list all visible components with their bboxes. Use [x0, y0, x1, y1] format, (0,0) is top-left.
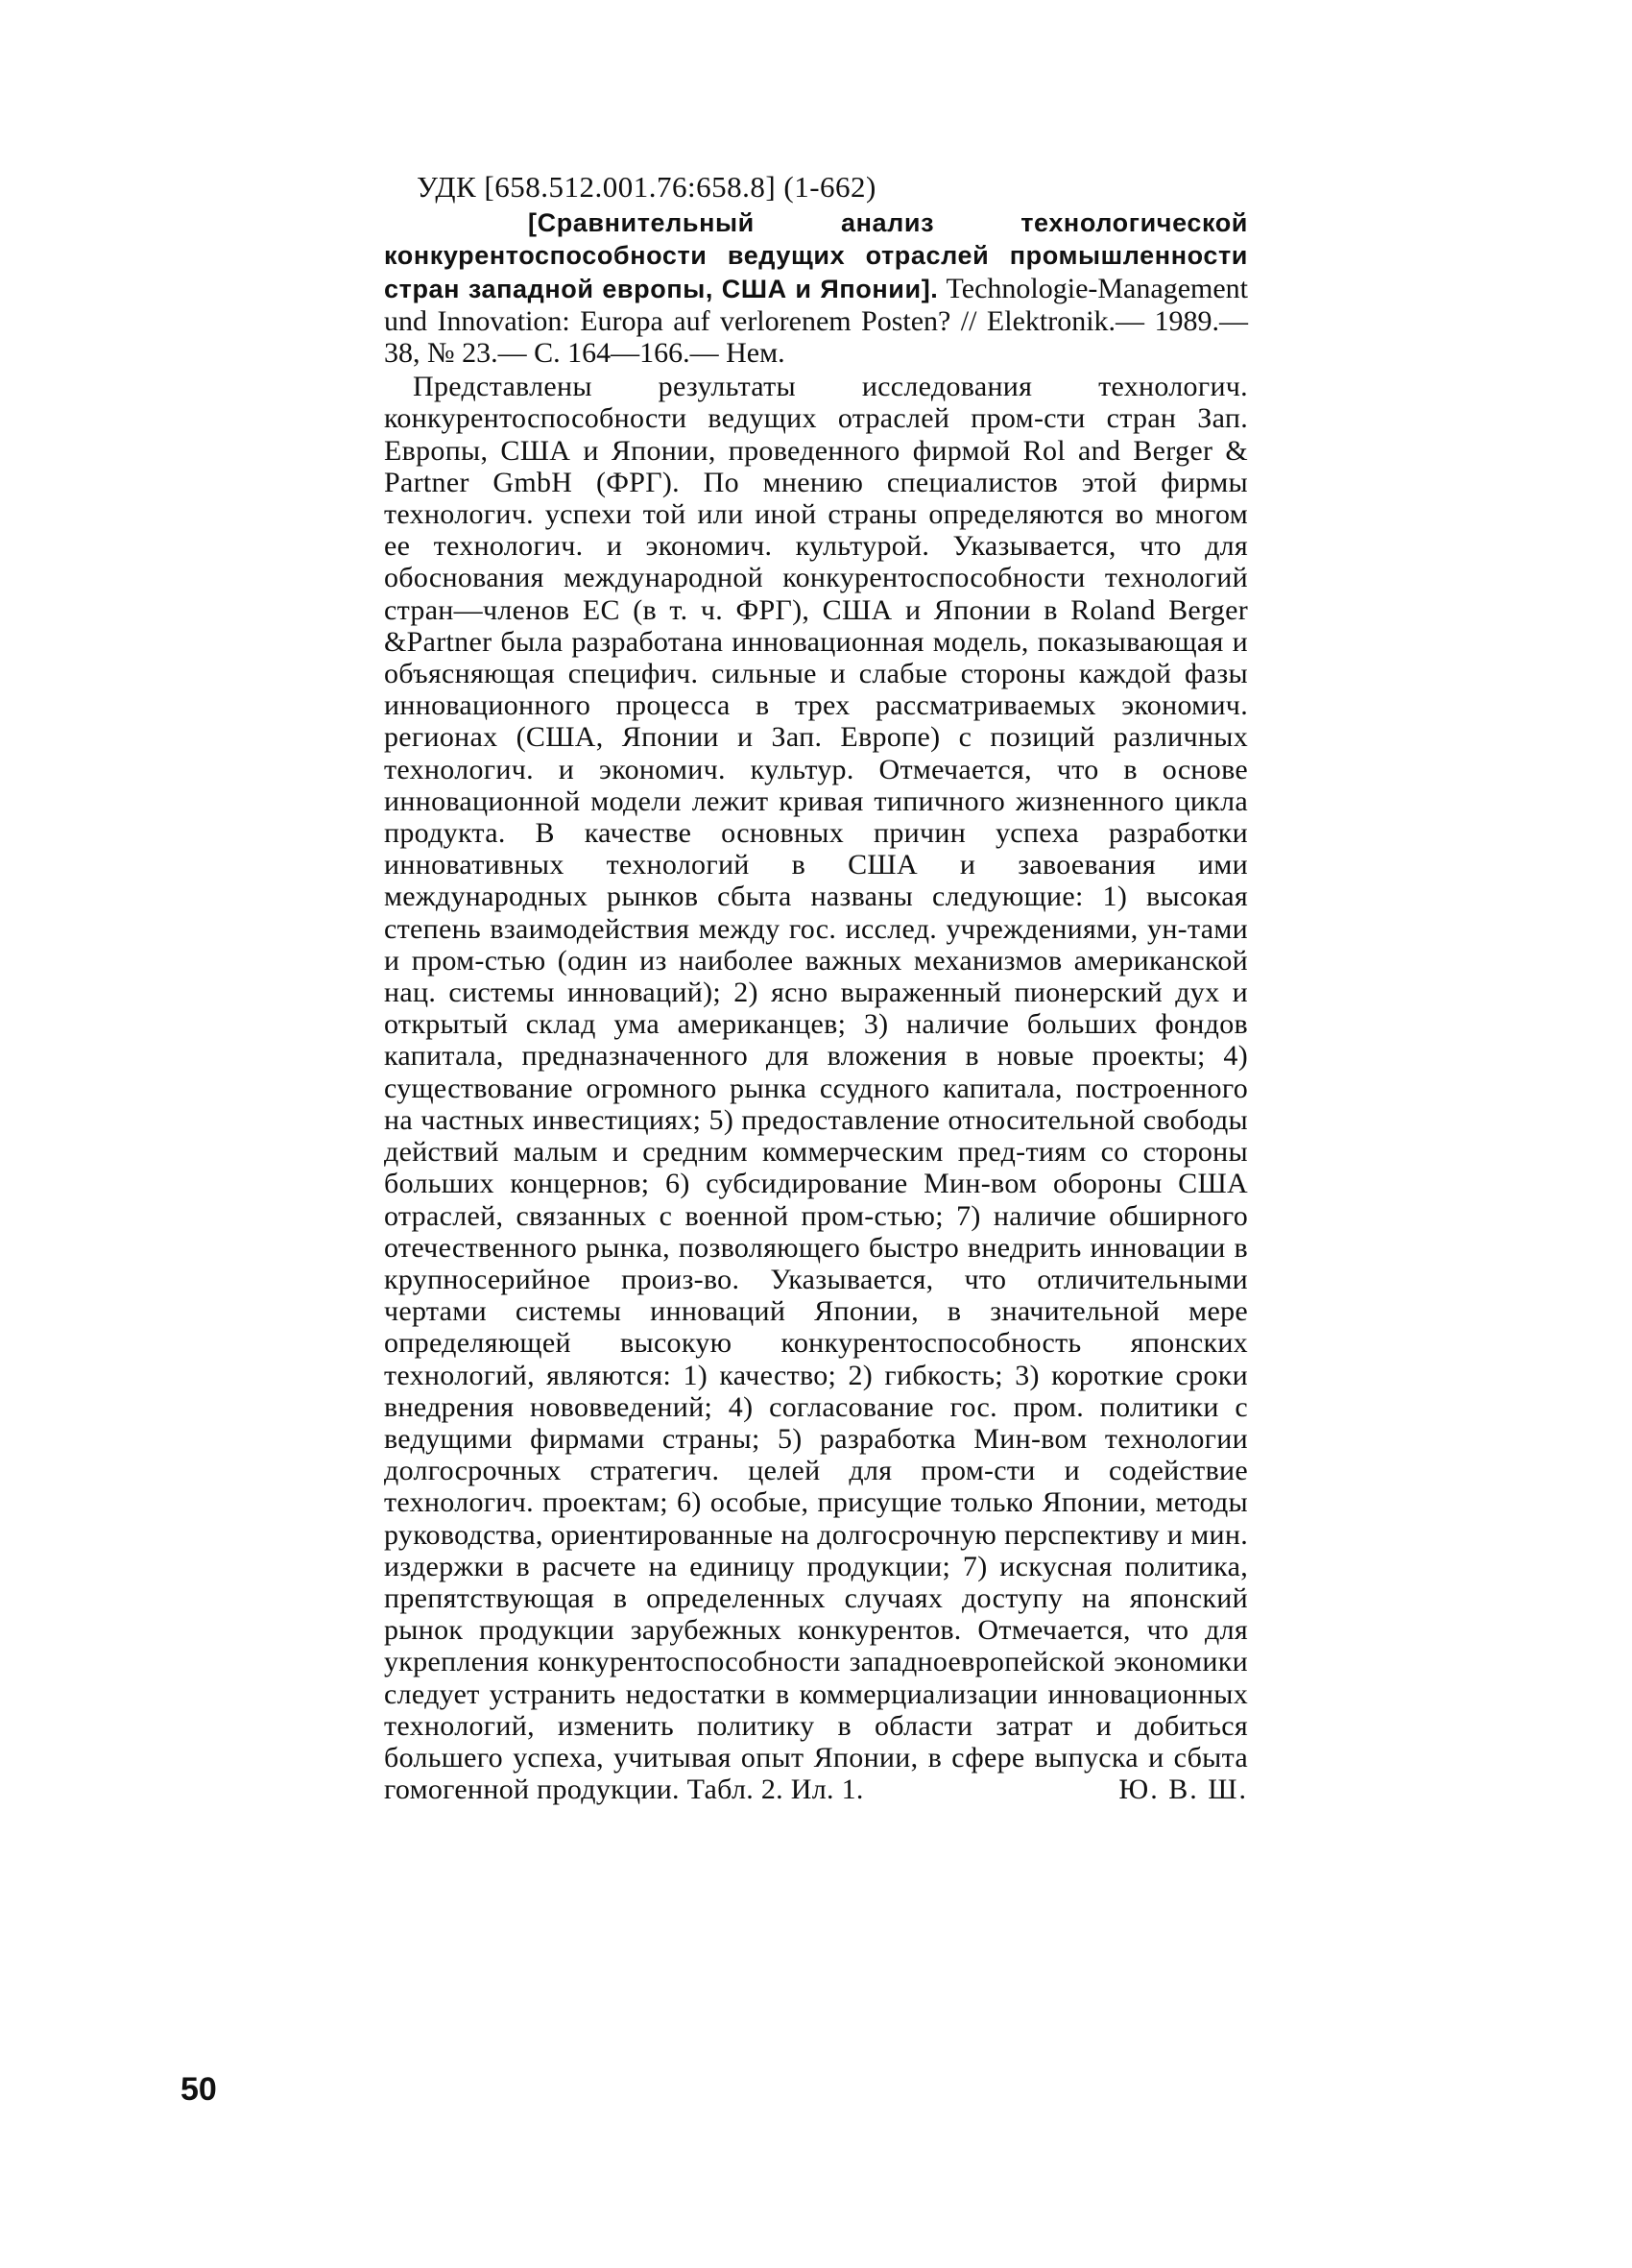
bibliographic-record — [384, 206, 1248, 369]
abstract-text — [384, 371, 1248, 1805]
abstract-entry — [384, 171, 1248, 1805]
abstract-author: Ю. В. Ш. — [1118, 1773, 1248, 1806]
abstract-body: Представлены результаты исследования технологич. конкурентоспособности ведущих отраслей пром-сти стран Зап. Европы, США и Японии, проведенного фирмой Rol and Berger & Partner GmbH (ФРГ). По мнению специалистов этой фирмы технологич. успехи той или иной страны определяются во многом ее технологич. и экономич. культурой. Указывается, что для обоснования международной конкурентоспособности технологий стран—членов ЕС (в т. ч. ФРГ), США и Японии в Roland Berger &Partner была разработана инновационная модель, показывающая и объясняющая специфич. сильные и слабые стороны каждой фазы инновационного процесса в трех рассматриваемых экономич. регионах (США, Японии и Зап. Европе) с позиций различных технологич. и экономич. культур. Отмечается, что в основе инновационной модели лежит кривая типичного жизненного цикла продукта. В качестве основных причин успеха разработки инновативных технологий в США и завоевания ими международных рынков сбыта названы следующие: 1) высокая степень взаимодействия между гос. исслед. учреждениями, ун-тами и пром-стью (один из наиболее важных механизмов американской нац. системы инноваций); 2) ясно выраженный пионерский дух и открытый склад ума американцев; 3) наличие больших фондов капитала, предназначенного для вложения в новые проекты; 4) существование огромного рынка ссудного капитала, построенного на частных инвестициях; 5) предоставление относительной свободы действий малым и средним коммерческим пред-тиям со стороны больших концернов; 6) субсидирование Мин-вом обороны США отраслей, связанных с военной пром-стью; 7) наличие обширного отечественного рынка, позволяющего быстро внедрить инновации в крупносерийное произ-во. Указывается, что отличительными чертами системы инноваций Японии, в значительной мере определяющей высокую конкурентоспособность японских технологий, являются: 1) качество; 2) гибкость; 3) короткие сроки внедрения нововведений; 4) согласование гос. пром. политики с ведущими фирмами страны; 5) разработка Мин-вом технологии долгосрочных стратегич. целей для пром-сти и содействие технологич. проектам; 6) особые, присущие только Японии, методы руководства, ориентированные на долгосрочную перспективу и мин. издержки в расчете на единицу продукции; 7) искусная политика, препятствующая в определенных случаях доступу на японский рынок продукции зарубежных конкурентов. Отмечается, что для укрепления конкурентоспособности западноевропейской экономики следует устранить недостатки в коммерциализации инновационных технологий, изменить политику в области затрат и добиться большего успеха, учитывая опыт Японии, в сфере выпуска и сбыта гомогенной продукции. Табл. 2. Ил. 1. — [384, 371, 1248, 1806]
udc-code: УДК [658.512.001.76:658.8] (1-662) — [417, 170, 876, 204]
page-number: 50 — [180, 2071, 217, 2108]
entry-title: [Сравнительный анализ технологической конкурентоспособности ведущих отраслей промышленности стран западной европы, США и Японии]. — [384, 208, 1248, 303]
entry-source: Technologie-Management und Innovation: Europa auf verlorenem Posten? // Elektronik.— 1989.— 38, № 23.— С. 164—166.— Нем. — [384, 272, 1248, 370]
